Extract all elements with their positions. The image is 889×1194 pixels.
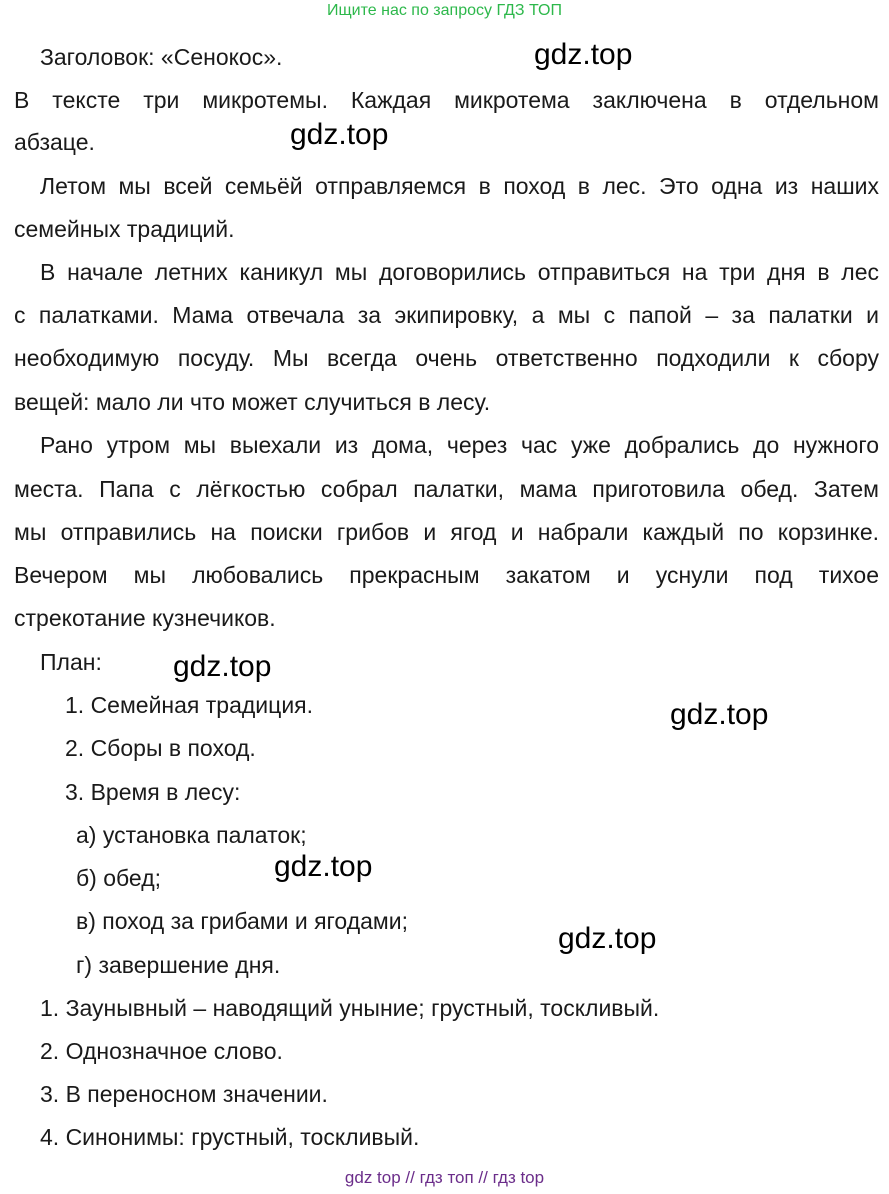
watermark-2: gdz.top <box>290 118 389 151</box>
answer-2: 2. Однозначное слово. <box>40 1038 283 1064</box>
plan-item-3: 3. Время в лесу: <box>65 779 241 805</box>
para2-line-2: семейных традиций. <box>14 216 235 242</box>
top-banner: Ищите нас по запросу ГДЗ ТОП <box>327 2 562 19</box>
answer-4: 4. Синонимы: грустный, тоскливый. <box>40 1124 420 1150</box>
para4-line-2: места. Папа с лёгкостью собрал палатки, мама приготовила обед. Затем <box>14 476 879 502</box>
para4-line-5: стрекотание кузнечиков. <box>14 605 276 631</box>
answer-1: 1. Заунывный – наводящий уныние; грустный, тоскливый. <box>40 995 660 1021</box>
answer-3: 3. В переносном значении. <box>40 1081 328 1107</box>
subplan-item-v: в) поход за грибами и ягодами; <box>76 908 408 934</box>
watermark-4: gdz.top <box>670 698 769 731</box>
subplan-item-a: а) установка палаток; <box>76 822 307 848</box>
para3-line-2: с палатками. Мама отвечала за экипировку, а мы с папой – за палатки и <box>14 302 879 328</box>
watermark-3: gdz.top <box>173 650 272 683</box>
para4-line-4: Вечером мы любовались прекрасным закатом и уснули под тихое <box>14 562 879 588</box>
title-line: Заголовок: «Сенокос». <box>40 44 283 70</box>
para4-line-1: Рано утром мы выехали из дома, через час уже добрались до нужного <box>40 432 879 458</box>
subplan-item-b: б) обед; <box>76 865 162 891</box>
plan-item-2: 2. Сборы в поход. <box>65 735 256 761</box>
para2-line-1: Летом мы всей семьёй отправляемся в поход в лес. Это одна из наших <box>40 173 879 199</box>
subplan-item-g: г) завершение дня. <box>76 952 281 978</box>
para3-line-3: необходимую посуду. Мы всегда очень ответственно подходили к сбору <box>14 345 879 371</box>
para3-line-1: В начале летних каникул мы договорились отправиться на три дня в лес <box>40 259 879 285</box>
para4-line-3: мы отправились на поиски грибов и ягод и набрали каждый по корзинке. <box>14 519 879 545</box>
para3-line-4: вещей: мало ли что может случиться в лесу. <box>14 389 491 415</box>
para1-line-1: В тексте три микротемы. Каждая микротема заключена в отдельном <box>14 87 879 113</box>
watermark-5: gdz.top <box>274 850 373 883</box>
watermark-6: gdz.top <box>558 922 657 955</box>
footer: gdz top // гдз топ // гдз top <box>344 1168 545 1187</box>
plan-label: План: <box>40 649 102 675</box>
watermark-1: gdz.top <box>534 38 633 71</box>
plan-item-1: 1. Семейная традиция. <box>65 692 314 718</box>
para1-line-2: абзаце. <box>14 129 95 155</box>
